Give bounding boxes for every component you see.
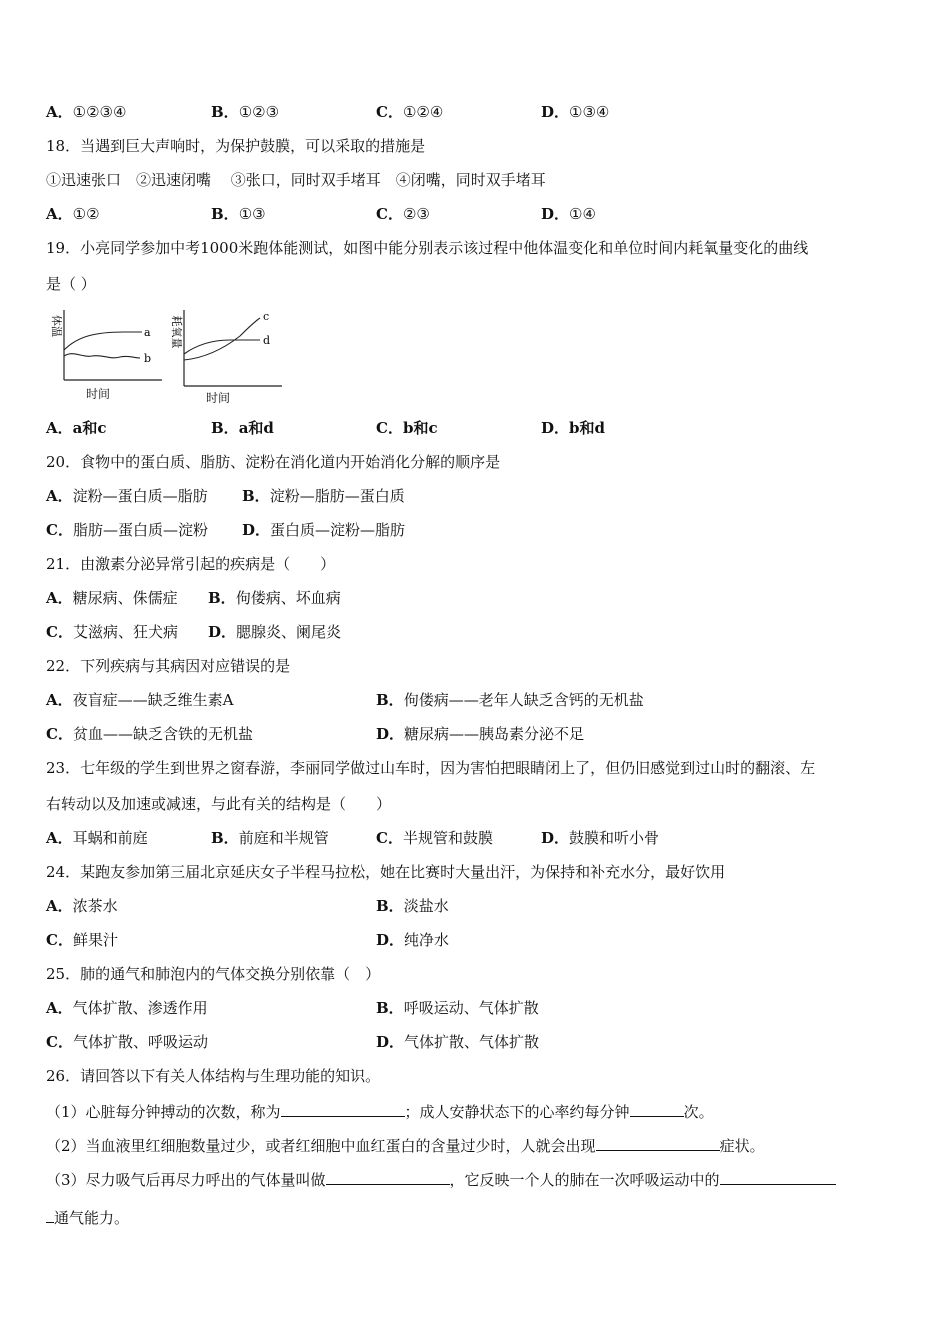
option-label: D． — [541, 103, 570, 121]
option-text: 气体扩散、渗透作用 — [72, 999, 208, 1017]
option-text: 鼓膜和听小骨 — [569, 829, 660, 847]
q26-stem: 26．请回答以下有关人体结构与生理功能的知识。 — [46, 1067, 381, 1085]
option-label: A． — [46, 103, 73, 121]
option-label: A． — [46, 205, 73, 223]
q25-option-c — [46, 1032, 208, 1052]
q24-stem: 24．某跑友参加第三届北京延庆女子半程马拉松，她在比赛时大量出汗，为保持和补充水分，最好饮用 — [46, 863, 726, 881]
option-label: A． — [46, 999, 73, 1017]
option-label: D． — [208, 623, 237, 641]
option-text: 蛋白质—淀粉—脂肪 — [270, 521, 406, 539]
option-text: 浓茶水 — [72, 897, 118, 915]
option-label: B． — [211, 103, 239, 121]
option-label: B． — [376, 897, 404, 915]
q26-part3-text-a: （3）尽力吸气后再尽力呼出的气体量叫做 — [46, 1171, 326, 1189]
q21-option-a — [46, 588, 178, 608]
option-label: C． — [46, 521, 73, 539]
oxygen-graph — [170, 310, 282, 386]
option-text: 淀粉—蛋白质—脂肪 — [72, 487, 208, 505]
option-label: D． — [376, 931, 405, 949]
q26-part2-text-a: （2）当血液里红细胞数量过少，或者红细胞中血红蛋白的含量过少时，人就会出现 — [46, 1137, 596, 1155]
q18-option-b — [211, 204, 266, 224]
q22-stem: 22．下列疾病与其病因对应错误的是 — [46, 657, 291, 675]
q24-option-b — [376, 896, 449, 916]
q26-part3-text-c: 通气能力。 — [54, 1209, 130, 1227]
option-label: B． — [211, 829, 239, 847]
q20-option-b — [242, 486, 405, 506]
q25-option-b — [376, 998, 539, 1018]
q23-option-d — [541, 828, 659, 848]
q17-option-b — [211, 102, 279, 122]
q24-option-d — [376, 930, 449, 950]
q17-option-a — [46, 102, 126, 122]
q19-option-b — [211, 418, 274, 438]
option-label: D． — [242, 521, 271, 539]
q18-items: ①迅速张口 ②迅速闭嘴 ③张口，同时双手堵耳 ④闭嘴，同时双手堵耳 — [46, 171, 546, 189]
option-label: C． — [376, 205, 403, 223]
option-label: D． — [376, 725, 405, 743]
option-label: C． — [46, 623, 73, 641]
q21-option-b — [208, 588, 341, 608]
option-text: 淡盐水 — [403, 897, 449, 915]
q26-part2-text-b: 症状。 — [719, 1137, 765, 1155]
q18-option-d — [541, 204, 596, 224]
option-text: 糖尿病——胰岛素分泌不足 — [404, 725, 585, 743]
option-text: ①③④ — [569, 103, 610, 121]
q19-left-xlabel: 时间 — [86, 387, 111, 401]
temperature-y-label: 体温 — [50, 315, 63, 337]
option-text: ①④ — [569, 205, 596, 223]
vital-capacity-blank[interactable] — [326, 1168, 450, 1185]
option-text: 呼吸运动、气体扩散 — [403, 999, 539, 1017]
q25-option-a — [46, 998, 208, 1018]
option-text: b和c — [402, 419, 438, 437]
q20-stem: 20．食物中的蛋白质、脂肪、淀粉在消化道内开始消化分解的顺序是 — [46, 453, 501, 471]
option-label: B． — [376, 691, 404, 709]
q26-part1 — [46, 1100, 714, 1122]
option-label: C． — [46, 1033, 73, 1051]
q24-option-a — [46, 896, 118, 916]
curve-d — [184, 340, 260, 354]
option-label: B． — [242, 487, 270, 505]
curve-c — [184, 318, 260, 360]
q19-option-d — [541, 418, 605, 438]
q19-stem-line1: 19．小亮同学参加中考1000米跑体能测试，如图中能分别表示该过程中他体温变化和单位时间内耗氧量变化的曲线 — [46, 239, 809, 257]
option-text: a和d — [238, 419, 274, 437]
curve-a — [64, 332, 142, 350]
q23-option-c — [376, 828, 493, 848]
option-text: 糖尿病、侏儒症 — [72, 589, 178, 607]
q26-part2 — [46, 1134, 765, 1156]
q21-option-d — [208, 622, 341, 642]
q21-option-c — [46, 622, 178, 642]
q26-part1-text-b: ；成人安静状态下的心率约每分钟 — [404, 1103, 630, 1121]
q19-right-xlabel: 时间 — [206, 391, 231, 405]
option-label: A． — [46, 897, 73, 915]
option-label: D． — [541, 205, 570, 223]
ventilation-capacity-blank[interactable] — [720, 1168, 836, 1185]
option-text: ②③ — [402, 205, 430, 223]
curve-c-label: c — [263, 310, 270, 323]
option-label: A． — [46, 829, 73, 847]
option-text: 腮腺炎、阑尾炎 — [236, 623, 342, 641]
option-text: ①② — [72, 205, 100, 223]
option-text: 耳蜗和前庭 — [72, 829, 148, 847]
option-label: B． — [208, 589, 236, 607]
option-text: 贫血——缺乏含铁的无机盐 — [72, 725, 253, 743]
q17-option-c — [376, 102, 443, 122]
q19-option-c — [376, 418, 438, 438]
q17-option-d — [541, 102, 609, 122]
option-text: ①②③ — [238, 103, 280, 121]
resting-heart-rate-blank[interactable] — [630, 1100, 684, 1117]
option-text: 气体扩散、呼吸运动 — [72, 1033, 208, 1051]
curve-d-label: d — [263, 334, 271, 347]
q18-option-a — [46, 204, 100, 224]
option-text: b和d — [569, 419, 605, 437]
q18-option-c — [376, 204, 430, 224]
q20-option-c — [46, 520, 208, 540]
q20-option-a — [46, 486, 208, 506]
q21-stem: 21．由激素分泌异常引起的疾病是（ ） — [46, 555, 336, 573]
option-label: A． — [46, 419, 73, 437]
option-text: ①②③④ — [72, 103, 127, 121]
option-text: 鲜果汁 — [72, 931, 118, 949]
option-label: A． — [46, 589, 73, 607]
option-label: C． — [46, 931, 73, 949]
q23-option-b — [211, 828, 329, 848]
option-text: a和c — [72, 419, 107, 437]
option-label: A． — [46, 691, 73, 709]
option-text: 半规管和鼓膜 — [402, 829, 493, 847]
q25-stem: 25．肺的通气和肺泡内的气体交换分别依靠（ ） — [46, 965, 381, 983]
q23-stem-line1: 23．七年级的学生到世界之窗春游，李丽同学做过山车时，因为害怕把眼睛闭上了，但仍旧感觉到过山时的翻滚、左 — [46, 759, 816, 777]
option-text: ①③ — [238, 205, 266, 223]
option-label: D． — [376, 1033, 405, 1051]
q18-stem: 18．当遇到巨大声响时，为保护鼓膜，可以采取的措施是 — [46, 137, 426, 155]
option-text: 前庭和半规管 — [238, 829, 329, 847]
q20-option-d — [242, 520, 405, 540]
q26-part1-text-c: 次。 — [683, 1103, 714, 1121]
q22-option-d — [376, 724, 584, 744]
option-text: 佝偻病、坏血病 — [235, 589, 341, 607]
option-label: B． — [211, 419, 239, 437]
oxygen-y-label: 耗氧量 — [170, 315, 183, 349]
q22-option-a — [46, 690, 233, 710]
option-label: D． — [541, 419, 570, 437]
option-text: ①②④ — [402, 103, 444, 121]
curve-b-label: b — [144, 352, 152, 365]
option-label: B． — [376, 999, 404, 1017]
heart-rate-term-blank[interactable] — [281, 1100, 405, 1117]
option-label: A． — [46, 487, 73, 505]
option-label: C． — [376, 103, 403, 121]
q19-option-a — [46, 418, 107, 438]
q26-part3-text-b: ，它反映一个人的肺在一次呼吸运动中的 — [449, 1171, 720, 1189]
q24-option-c — [46, 930, 118, 950]
option-label: C． — [46, 725, 73, 743]
q22-option-c — [46, 724, 253, 744]
option-text: 纯净水 — [404, 931, 450, 949]
temperature-graph — [50, 310, 162, 380]
option-text: 佝偻病——老年人缺乏含钙的无机盐 — [403, 691, 644, 709]
q26-part3 — [46, 1168, 836, 1190]
curve-b — [64, 354, 140, 358]
option-text: 气体扩散、气体扩散 — [404, 1033, 540, 1051]
ventilation-capacity-blank-tail[interactable] — [46, 1206, 54, 1223]
option-text: 夜盲症——缺乏维生素A — [72, 691, 234, 709]
option-label: D． — [541, 829, 570, 847]
option-text: 脂肪—蛋白质—淀粉 — [72, 521, 208, 539]
q23-stem-line2: 右转动以及加速或减速，与此有关的结构是（ ） — [46, 795, 392, 813]
option-text: 淀粉—脂肪—蛋白质 — [269, 487, 405, 505]
q26-part3-continued — [46, 1206, 129, 1228]
option-label: C． — [376, 829, 403, 847]
option-label: B． — [211, 205, 239, 223]
q22-option-b — [376, 690, 644, 710]
q19-stem-line2: 是（ ） — [46, 275, 96, 293]
option-text: 艾滋病、狂犬病 — [72, 623, 178, 641]
q25-option-d — [376, 1032, 539, 1052]
curve-a-label: a — [144, 326, 151, 339]
option-label: C． — [376, 419, 403, 437]
symptom-blank[interactable] — [596, 1134, 720, 1151]
q23-option-a — [46, 828, 148, 848]
q19-figure — [44, 306, 284, 402]
q26-part1-text-a: （1）心脏每分钟搏动的次数，称为 — [46, 1103, 281, 1121]
